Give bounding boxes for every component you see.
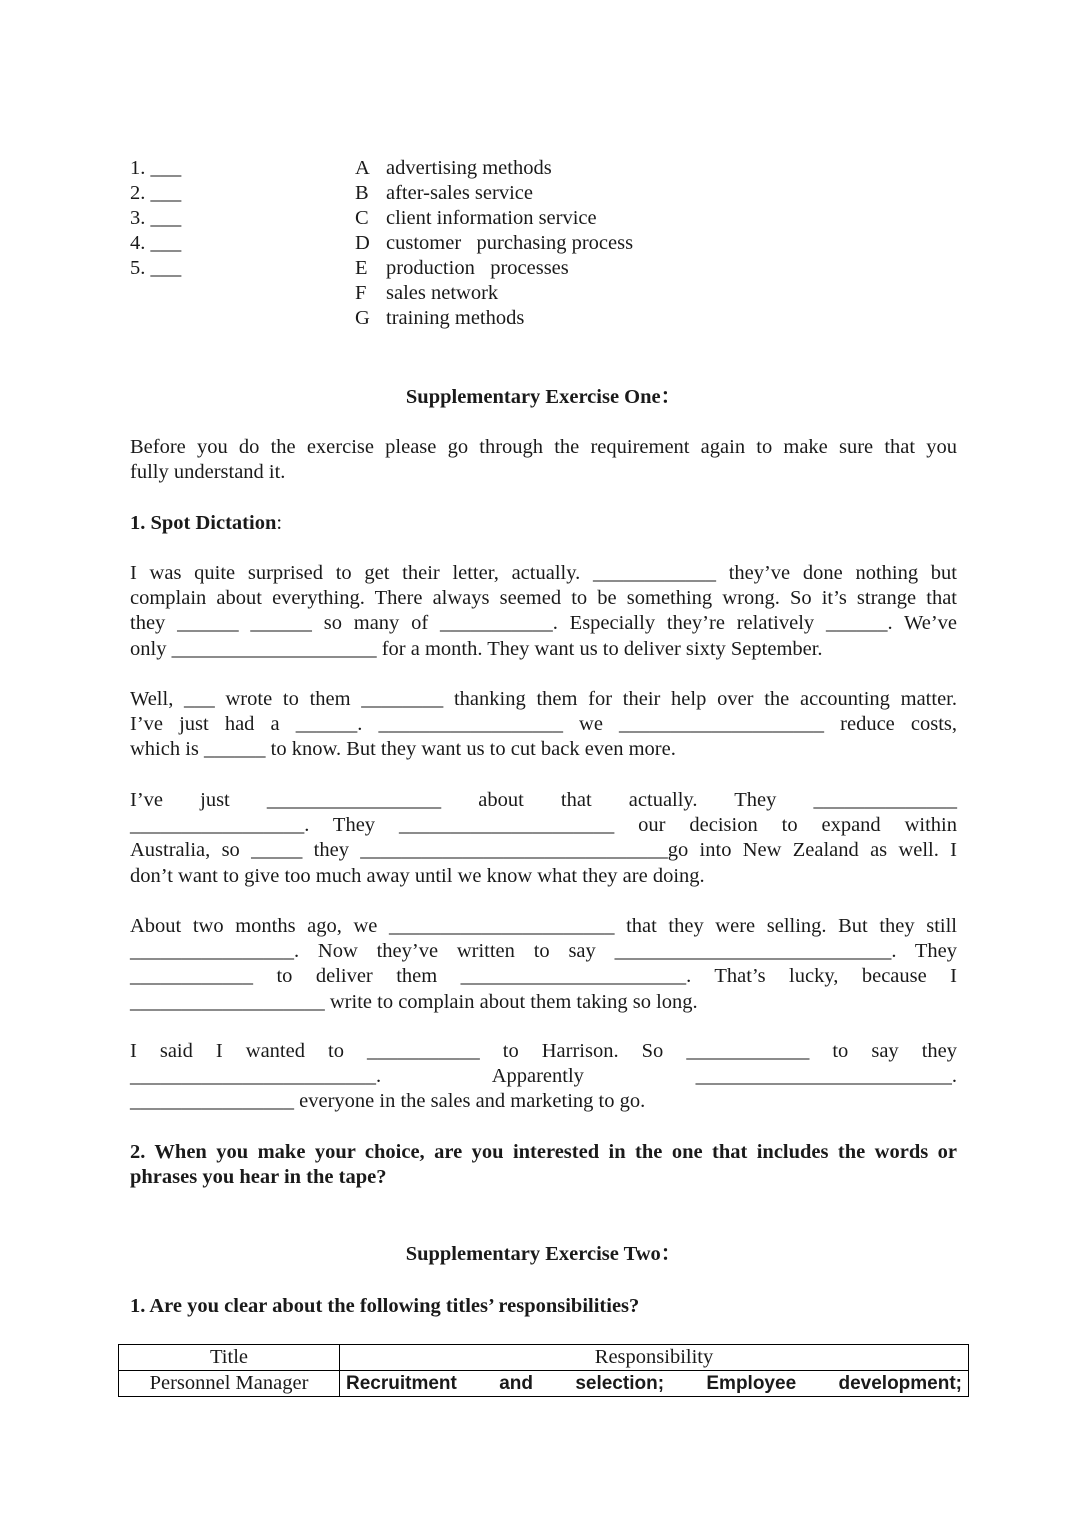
dictation-line: complain about everything. There always seemed to be something wrong. So it’s strange that: [130, 587, 957, 610]
dictation-paragraph: [130, 1039, 957, 1115]
spot-dictation-colon: :: [276, 512, 283, 534]
option-letter: B: [355, 182, 369, 204]
column-header-responsibility: Responsibility: [340, 1345, 969, 1371]
intro-line: Before you do the exercise please go through the requirement again to make sure that you: [130, 436, 957, 458]
dictation-line: they ______ ______ so many of ___________. Especially they’re relatively ______. We’ve: [130, 612, 957, 635]
option-text: production processes: [386, 257, 569, 279]
dictation-line: Australia, so _____ they ______________________________go into New Zealand as well. I: [130, 839, 957, 862]
responsibility-table: [118, 1344, 969, 1397]
dictation-line: which is ______ to know. But they want us to cut back even more.: [130, 738, 676, 761]
matching-row: [130, 206, 830, 231]
matching-row: [130, 256, 830, 281]
table-cell-title: Personnel Manager: [119, 1371, 340, 1397]
intro-paragraph: [130, 435, 957, 485]
answer-slot: 5. ___: [130, 257, 182, 279]
option-letter: F: [355, 282, 367, 304]
dictation-line: ___________________ write to complain about them taking so long.: [130, 990, 698, 1013]
exercise-two-question-one: 1. Are you clear about the following titles’ responsibilities?: [130, 1295, 640, 1317]
answer-slot: 4. ___: [130, 232, 182, 254]
spot-dictation-label: 1. Spot Dictation: [130, 512, 277, 534]
option-letter: C: [355, 207, 369, 229]
question-line: phrases you hear in the tape?: [130, 1166, 387, 1189]
dictation-line: I said I wanted to ___________ to Harrison. So ____________ to say they: [130, 1040, 957, 1062]
table-header-row: [119, 1345, 969, 1371]
option-letter: E: [355, 257, 368, 279]
intro-line: fully understand it.: [130, 461, 286, 484]
dictation-paragraph: [130, 561, 957, 662]
answer-slot: 1. ___: [130, 157, 182, 179]
dictation-line: don’t want to give too much away until we know what they are doing.: [130, 864, 705, 887]
dictation-line: only ____________________ for a month. They want us to deliver sixty September.: [130, 637, 823, 660]
column-header-title: Title: [119, 1345, 340, 1371]
option-text: after-sales service: [386, 182, 533, 204]
dictation-line: ____________ to deliver them ______________________. That’s lucky, because I: [130, 965, 957, 988]
dictation-line: I’ve just had a ______. __________________ we ____________________ reduce costs,: [130, 713, 957, 736]
option-text: client information service: [386, 207, 597, 229]
dictation-line: I was quite surprised to get their letter, actually. ____________ they’ve done nothing but: [130, 562, 957, 584]
dictation-paragraph: [130, 788, 957, 889]
exercise-one-heading: Supplementary Exercise One：: [405, 386, 682, 408]
answer-slot: 3. ___: [130, 207, 182, 229]
option-text: advertising methods: [386, 157, 552, 179]
answer-slot: 2. ___: [130, 182, 182, 204]
table-cell-responsibility: Recruitment and selection; Employee development;: [340, 1371, 969, 1397]
dictation-line: About two months ago, we ______________________ that they were selling. But they still: [130, 915, 957, 937]
matching-row: [130, 181, 830, 206]
dictation-line: _________________. They _____________________ our decision to expand within: [130, 814, 957, 837]
dictation-line: ________________________. Apparently _________________________.: [130, 1065, 957, 1088]
exercise-two-heading: Supplementary Exercise Two：: [405, 1243, 682, 1265]
dictation-line: Well, ___ wrote to them ________ thanking them for their help over the accounting matter.: [130, 688, 957, 710]
question-line: 2. When you make your choice, are you interested in the one that includes the words or: [130, 1141, 957, 1163]
question-two: [130, 1140, 957, 1190]
matching-row: [130, 156, 830, 181]
option-text: training methods: [386, 307, 525, 329]
matching-row: [130, 306, 830, 331]
dictation-line: ________________. Now they’ve written to say ___________________________. They: [130, 940, 957, 963]
option-text: sales network: [386, 282, 499, 304]
dictation-paragraph: [130, 914, 957, 1015]
table-row: [119, 1371, 969, 1397]
matching-row: [130, 231, 830, 256]
option-letter: A: [355, 157, 370, 179]
option-text: customer purchasing process: [386, 232, 634, 254]
dictation-line: ________________ everyone in the sales and marketing to go.: [130, 1090, 646, 1113]
dictation-paragraph: [130, 687, 957, 763]
option-letter: D: [355, 232, 370, 254]
matching-row: [130, 281, 830, 306]
spot-dictation-heading: [130, 511, 957, 536]
option-letter: G: [355, 307, 370, 329]
dictation-line: I’ve just _________________ about that actually. They ______________: [130, 789, 957, 811]
